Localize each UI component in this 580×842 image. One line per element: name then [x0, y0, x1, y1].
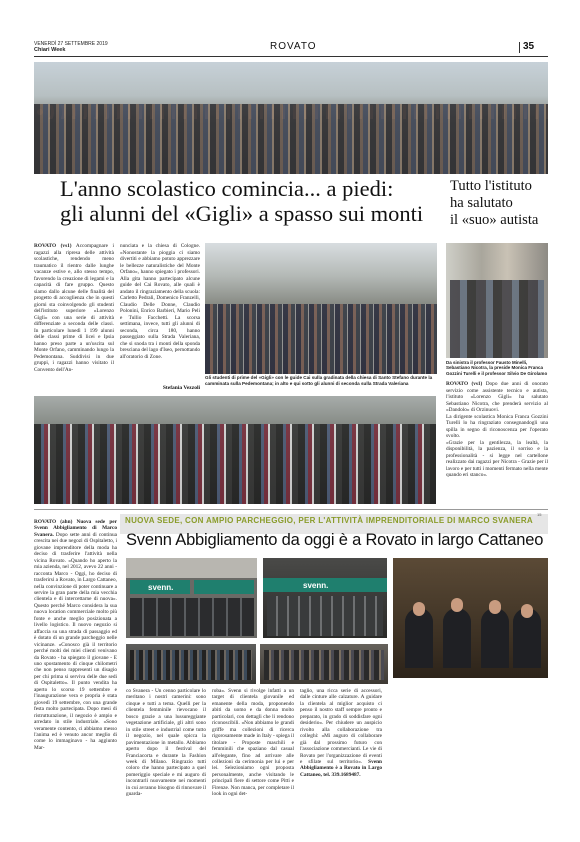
- shop-interior-photo-1: [126, 644, 256, 684]
- article1-column-2: nunciata e la chiesa di Cologne. «Nonostante la pioggia ci siamo divertiti e abbiamo potuto apprezzare le bellezze naturalistiche del Monte Orfano», hanno spiegato i professori. Alla gita hanno partecipato alcune guide del Cai Rovato, alle quali è andato il ringraziamento della scuola: Carletto Pedrali, Domenico Franzelli, Claudio Delle Donne, Claudio Polonini, Enrico Barbieri, Mario Peli e Tullio Facchetti. La scorsa settimana, invece, tutti gli alunni di seconda, circa 180, hanno passeggiato sulla Strada Valeriana, che si snoda tra i monti della sponda bresciana del lago d'Iseo, pernottando all'oratorio di Zone.: [120, 243, 200, 360]
- header-date: [34, 41, 108, 53]
- shop-interior-photo-2: [260, 644, 388, 684]
- date-label: VENERDÌ 27 SETTEMBRE 2019: [34, 41, 108, 47]
- advert-footer: Svenn Abbigliamento è a Rovato in Largo Cattaneo, tel. 339.1689487.: [300, 758, 382, 778]
- header-rule: [34, 56, 548, 57]
- article2-photo-caption: Da sinistra il professor Fausto Minelli, Sebastiano Nicotra, la preside Monica Franca Gozzini Turelli e il professor Silvio De Girolamo: [446, 360, 548, 376]
- shop-brand-label: svenn.: [148, 583, 174, 592]
- driver-farewell-photo: [446, 243, 548, 358]
- advert-column-3: roba». Svenn si rivolge infatti a un target di clientela giovanile ed emanente della moda, proponendo abiti da uomo e da donna molto particolari, con dettagli che li rendono riconoscibili. «Non abbiamo le grandi griffe ma collezioni di ricerca rigorosamente made in Italy - spiega il titolare - Proposte maschili e femminili che spaziano dal casual all'elegante, fino ad arrivare alle collezioni da cerimonia per lui e per lei. Selezioniamo ogni proposta personalmente, anche visitando le principali fiere di settore come Pitti e Firenze. Non manca, per completare il look in ogni det-: [212, 688, 294, 798]
- shop-staff-photo: [393, 558, 548, 678]
- shop-front-photo: [263, 558, 387, 638]
- advert-column-2: co Svanera - Un cenno particolare lo meritano i nostri camerini: sono cinque e tutti a tema. Quelli per la clientela femminile rievocano il bosco grazie a una lussureggiante vegetazione artificiale, gli altri sono in stile street e industrial come tutto il negozio, nel quale spicca la pavimentazione in metallo. Abbiamo aperto dopo il festival del Franciacorta e durante la Fashion week di Milano. Ringrazio tutti coloro che hanno partecipato a quel pomeriggio speciale e mi auguro di incontrarli nuovamente nei momenti in cui avranno bisogno di rinnovare il guarda-: [126, 688, 206, 798]
- article2-body: ROVATO (vs1) Dopo due anni di onorato servizio come assistente tecnico e autista, l'istituto «Lorenzo Gigli» ha salutato Sebastiano Nicotra, che prenderà servizio al «Dandolo» di Orzinuovi. La dirigente scolastica Monica Franca Gozzini Turelli lo ha ringraziato consegnandogli una spilla in segno di riconoscenza per l'operato svolto. «Grazie per la gentilezza, la lealtà, la disponibilità, la pazienza, il sorriso e la professionalità - si legge nel cartellone realizzato dai ragazzi per Nicotra - Grazie per il lavoro e per tutti i momenti fermato nella mente quando eri stanco».: [446, 381, 548, 478]
- section-title: ROVATO: [270, 41, 317, 52]
- advert-headline: Svenn Abbigliamento da oggi è a Rovato in largo Cattaneo: [126, 531, 544, 549]
- students-church-steps-photo: [205, 243, 437, 374]
- advert-column-4: taglio, una ricca serie di accessori, dalle cinture alle calzature. A guidare la clientela al miglior acquisto ci penso il nostro staff sempre pronto e preparato, in grado di soddisfare ogni desiderio». Per chiudere un auspicio rivolto alla collaborazione tra colleghi: «Mi auguro di collaborare già dal prossimo futuro con l'associazione commercianti. Le vie di Rovato per l'organizzazione di eventi e sfilate sul territorio». Svenn Abbigliamento è a Rovato in Largo Cattaneo, tel. 339.1689487.: [300, 688, 382, 778]
- article1-column-1: ROVATO (vs1) Accompagnare i ragazzi alla ripresa delle attività scolastiche, rendendo meno traumatico il rientro dalle lunghe vacanze estive e, allo stesso tempo, favorendo la creazione di legami e la capacità di fare gruppo. Questo siamo dallo alcune delle finalità del progetto di accoglienza che in questi giorni sta coinvolgendo gli studenti dell'istituto superiore «Lorenzo Gigli» con una serie di attività differenziate a seconda delle classi. In particolare lunedì 1 199 alunni delle classi prime di licei e Ipsia hanno preso parte a un'uscita sul Monte Orfano, camminando lungo la Pedemontana. Suddivisi in due gruppi, i ragazzi hanno visitato il Convento dell'An-: [34, 243, 114, 373]
- page-number: 35: [523, 41, 535, 52]
- advert-kicker: NUOVA SEDE, CON AMPIO PARCHEGGIO, PER L'ATTIVITÀ IMPRENDITORIALE DI MARCO SVANERA: [125, 516, 533, 525]
- shop-brand-label-2: svenn.: [303, 581, 329, 590]
- advert-column-1: ROVATO (ahn) Nuova sede per Svenn Abbigliamento di Marco Svanera. Dopo sette anni di continua crescita nei due negozi di Ospitaletto, i giovane imprenditore della moda ha deciso di trasferire l'attività nella vicina Rovato. «Quando ho aperto la mia azienda, nel 2012, avevo 22 anni - racconta Marco - Oggi, ho deciso di trasferirsi a Rovato, in Largo Cattaneo, nella convinzione di poter continuare a servire la gran parte della mia vecchia clientela e di intercettarne di nuova». Questo perché Marco considera la sua nuova location commerciale molto più fonte e anche meglio posizionata a livello logistico. Il nuovo negozio si affaccia su una strada di passaggio ed è dotato di un grande parcheggio nelle vicinanze. «Conosco già il territorio perché molti dei miei clienti venivano da Rovato - ha spiegato il giovane - E uno spostamento di cinque chilometri che non penso rappresenti un disagio per chi prima si serviva delle due sedi di Ospitaletto». Il punto vendita ha aperto lo scorso 19 settembre e l'inaugurazione vera e propria è stata giovedì 19 settembre, con una grande festa molto partecipata. Dopo mesi di ristrutturazione, il negozio è ampio e arredato in stile industriale. «Sono veramente contento, ci abbiamo messo l'anima ed è venuto ancor meglio di come lo immaginavo - ha aggiunto Mar-: [34, 519, 117, 751]
- students-valeriana-photo: [34, 396, 436, 504]
- advert-tag: 15: [537, 512, 542, 517]
- article1-headline: L'anno scolastico comincia... a piedi: gli alunni del «Gigli» a spasso sui monti: [60, 176, 424, 226]
- section-separator: [34, 509, 548, 510]
- header-divider: [519, 42, 520, 53]
- students-group-photo-top: [34, 62, 548, 174]
- article1-signature: Stefania Vezzoli: [162, 385, 200, 391]
- publication-name: Chiari Week: [34, 47, 66, 53]
- article1-photo-caption: Gli studenti di prime del «Gigli» con le guide Cai sulla gradinata della chiesa di Santo Stefano durante la camminata sulla Pedemontana; in alto e qui sotto gli alunni di seconda sulla Strada Valeriana: [205, 375, 433, 386]
- article2-headline: Tutto l'istituto ha salutato il «suo» autista: [450, 178, 539, 228]
- shop-exterior-photo: [126, 558, 257, 638]
